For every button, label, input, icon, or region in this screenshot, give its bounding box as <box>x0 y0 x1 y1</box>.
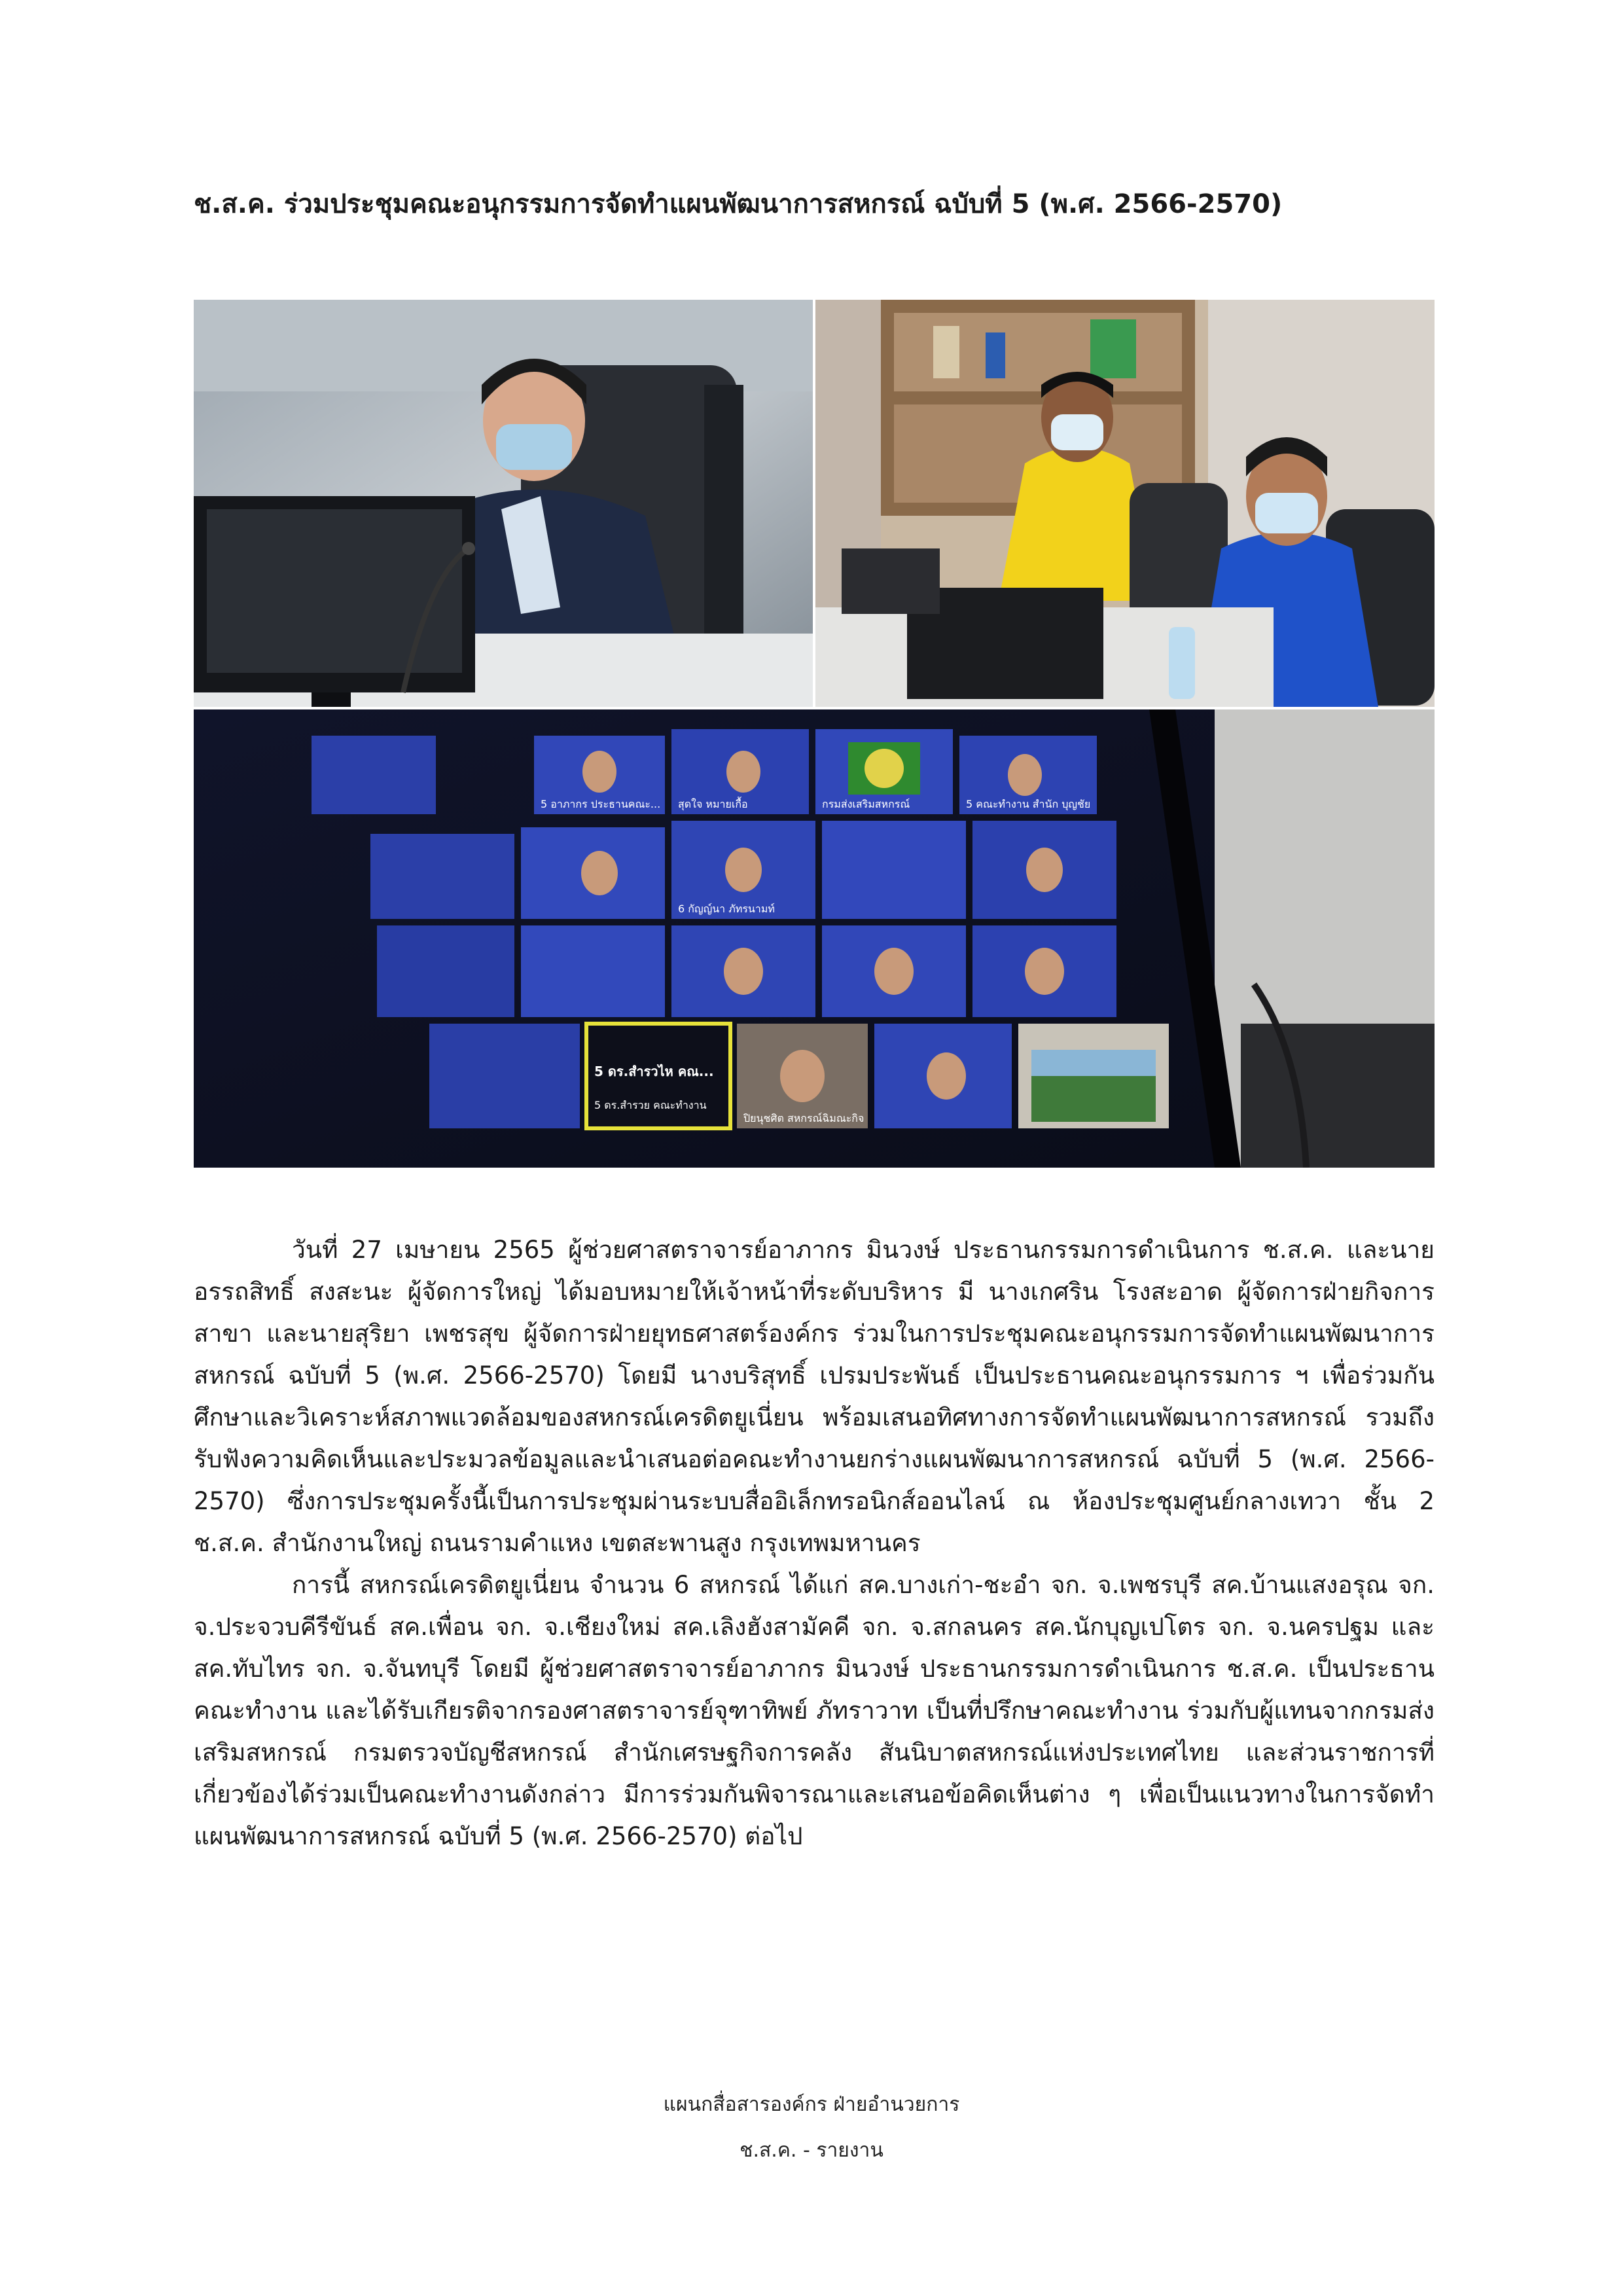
article-paragraph: การนี้ สหกรณ์เครดิตยูเนี่ยน จำนวน 6 สหกรณ์ ได้แก่ สค.บางเก่า-ชะอำ จก. จ.เพชรบุรี สค.บ้านแสงอรุณ จก. จ.ประจวบคีรีขันธ์ สค.เพื่อน จก. จ.เชียงใหม่ สค.เลิงฮังสามัคคี จก. จ.สกลนคร สค.นักบุญเปโตร จก. จ.นครปฐม และ สค.ทับไทร จก. จ.จันทบุรี โดยมี ผู้ช่วยศาสตราจารย์อาภากร มินวงษ์ ประธานกรรมการดำเนินการ ช.ส.ค. เป็นประธานคณะทำงาน และได้รับเกียรติจากรองศาสตราจารย์จุฑาทิพย์ ภัทราวาท เป็นที่ปรึกษาคณะทำงาน ร่วมกับผู้แทนจากกรมส่งเสริมสหกรณ์ กรมตรวจบัญชีสหกรณ์ สำนักเศรษฐกิจการคลัง สันนิบาตสหกรณ์แห่งประเทศไทย และส่วนราชการที่เกี่ยวข้องได้ร่วมเป็นคณะทำงานดังกล่าว มีการร่วมกันพิจารณาและเสนอข้อคิดเห็นต่าง ๆ เพื่อเป็นแนวทางในการจัดทำแผนพัฒนาการสหกรณ์ ฉบับที่ 5 (พ.ศ. 2566-2570) ต่อไป <box>194 1571 1435 1850</box>
video-tile-caption: สุดใจ หมายเกื้อ <box>678 798 748 810</box>
page-title: ช.ส.ค. ร่วมประชุมคณะอนุกรรมการจัดทำแผนพัฒนาการสหกรณ์ ฉบับที่ 5 (พ.ศ. 2566-2570) <box>194 189 1283 219</box>
video-tile-caption: ปิยนุชศิต สหกรณ์ฉิมณะกิจ <box>743 1112 865 1124</box>
article-body <box>194 1229 1435 1857</box>
article-paragraph: วันที่ 27 เมษายน 2565 ผู้ช่วยศาสตราจารย์อาภากร มินวงษ์ ประธานกรรมการดำเนินการ ช.ส.ค. และนายอรรถสิทธิ์ สงสะนะ ผู้จัดการใหญ่ ได้มอบหมายให้เจ้าหน้าที่ระดับบริหาร มี นางเกศริน โรงสะอาด ผู้จัดการฝ่ายกิจการสาขา และนายสุริยา เพชรสุข ผู้จัดการฝ่ายยุทธศาสตร์องค์กร ร่วมในการประชุมคณะอนุกรรมการจัดทำแผนพัฒนาการสหกรณ์ ฉบับที่ 5 (พ.ศ. 2566-2570) โดยมี นางบริสุทธิ์ เปรมประพันธ์ เป็นประธานคณะอนุกรรมการ ฯ เพื่อร่วมกันศึกษาและวิเคราะห์สภาพแวดล้อมของสหกรณ์เครดิตยูเนี่ยน พร้อมเสนอทิศทางการจัดทำแผนพัฒนาการสหกรณ์ รวมถึงรับฟังความคิดเห็นและประมวลข้อมูลและนำเสนอต่อคณะทำงานยกร่างแผนพัฒนาการสหกรณ์ ฉบับที่ 5 (พ.ศ. 2566-2570) ซึ่งการประชุมครั้งนี้เป็นการประชุมผ่านระบบสื่ออิเล็กทรอนิกส์ออนไลน์ ณ ห้องประชุมศูนย์กลางเทวา ชั้น 2 ช.ส.ค. สำนักงานใหญ่ ถนนรามคำแหง เขตสะพานสูง กรุงเทพมหานคร <box>194 1236 1435 1557</box>
video-tile-caption: 5 อาภากร ประธานคณะ... <box>541 798 661 810</box>
video-tile-caption: 5 คณะทำงาน สำนัก บุญชัย <box>966 798 1091 810</box>
video-tile-caption: 5 ดร.สำรวย คณะทำงาน <box>594 1099 707 1111</box>
video-tile-caption: 6 กัญญ์นา ภัทรนามท์ <box>678 903 775 915</box>
video-tile-caption: กรมส่งเสริมสหกรณ์ <box>822 798 910 810</box>
footer-department: แผนกสื่อสารองค์กร ฝ่ายอำนวยการ <box>663 2093 960 2116</box>
footer-report-credit: ช.ส.ค. - รายงาน <box>740 2139 883 2162</box>
meeting-photo-staff <box>815 300 1435 707</box>
video-tile-caption: 5 ดร.สำรวไห คณ... <box>594 1064 714 1079</box>
video-conference-screen-photo <box>194 709 1435 1168</box>
meeting-photo-chairperson <box>194 300 813 707</box>
